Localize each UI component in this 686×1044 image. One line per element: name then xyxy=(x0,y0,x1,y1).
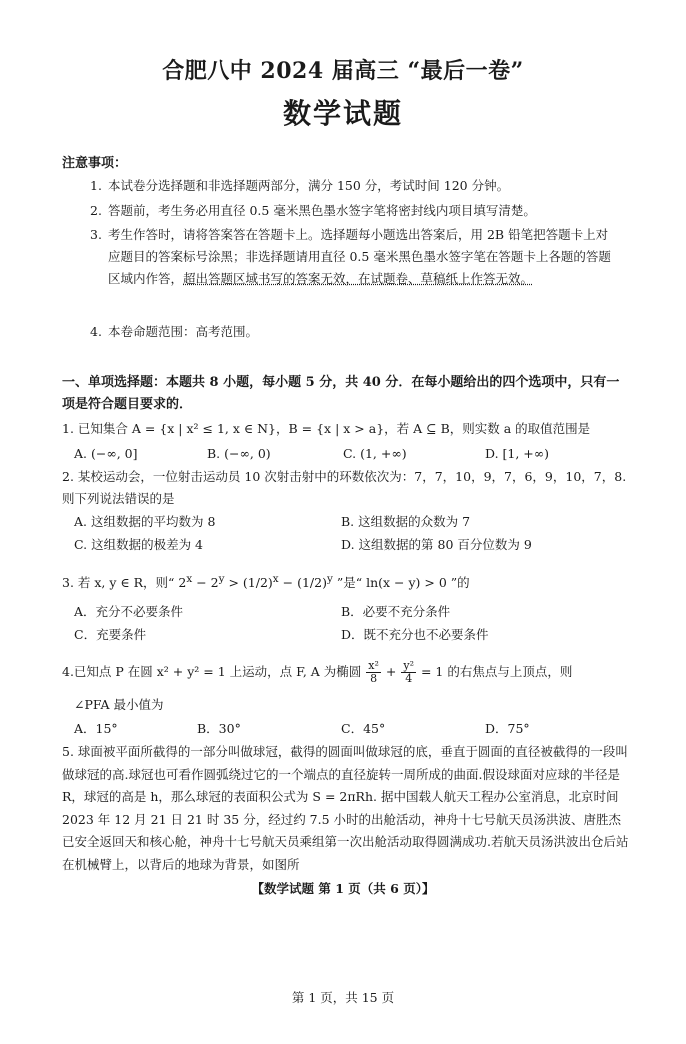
q3-stem-part: ”是“ ln(x − y) > 0 ”的 xyxy=(332,575,470,591)
note-number: 2. xyxy=(90,203,102,218)
page-footer: 【数学试题 第 1 页（共 6 页）】 xyxy=(251,881,435,896)
q2-option-d: D. 这组数据的第 80 百分位数为 9 xyxy=(341,537,532,552)
q3-option-b: B．必要不充分条件 xyxy=(341,604,451,619)
q4-option-b: B．30° xyxy=(197,721,241,736)
question-2-stem: 2. 某校运动会，一位射击运动员 10 次射击射中的环数依次为：7，7，10，9，7，6，9，10，7，8.则下列说法错误的是 xyxy=(62,469,627,506)
q4-fraction xyxy=(366,660,381,685)
q1-option-b: B. (−∞, 0) xyxy=(207,446,271,461)
note-text: 答题前，考生务必用直径 0.5 毫米黑色墨水签字笔将密封线内项目填写清楚。 xyxy=(108,203,536,218)
note-text: 本卷命题范围：高考范围。 xyxy=(108,324,259,339)
q3-option-d: D．既不充分也不必要条件 xyxy=(341,627,489,642)
note-number: 4. xyxy=(90,324,102,339)
note-text xyxy=(90,224,620,290)
notes-heading: 注意事项： xyxy=(62,156,128,171)
q3-stem-part: − (1/2) xyxy=(278,575,327,591)
question-3-stem xyxy=(62,568,632,594)
q4-fraction xyxy=(401,660,416,685)
page-counter: 第 1 页，共 15 页 xyxy=(291,990,395,1005)
q3-exponent: y xyxy=(218,573,225,585)
q1-option-c: C. (1, +∞) xyxy=(343,446,407,461)
q4-stem-continuation: ∠PFA 最小值为 xyxy=(74,697,164,712)
q3-option-c: C．充要条件 xyxy=(74,627,147,642)
q3-option-a: A．充分不必要条件 xyxy=(74,604,184,619)
section-title: 一、单项选择题：本题共 8 小题，每小题 5 分，共 40 分．在每小题给出的四个选项中，只有一项是符合题目要求的． xyxy=(62,375,620,412)
question-1-stem: 1. 已知集合 A = {x | x² ≤ 1, x ∈ N}，B = {x | x > a}，若 A ⊆ B，则实数 a 的取值范围是 xyxy=(62,421,591,436)
note-number: 1. xyxy=(90,178,102,193)
note-text-part: 考生作答时，请将答案答在答题卡上。选择题每小题选出答案后，用 2B 铅笔把答题卡上对应题目的答案标号涂黑；非选择题请用直径 0.5 毫米黑色墨水签字笔在答题卡上各题的答题区域内作答， xyxy=(108,227,611,286)
note-item xyxy=(90,175,620,197)
q4-stem-part: = 1 的右焦点与上顶点，则 xyxy=(420,664,573,679)
note-item xyxy=(90,200,620,222)
q4-option-a: A．15° xyxy=(74,721,118,736)
q1-option-d: D. [1, +∞) xyxy=(485,446,550,461)
note-number: 3. xyxy=(90,227,102,242)
q2-option-a: A. 这组数据的平均数为 8 xyxy=(74,514,216,529)
exam-subtitle: 数学试题 xyxy=(282,97,403,130)
exam-title: 合肥八中 2024 届高三 “最后一卷” xyxy=(162,58,524,84)
note-text-emphasis: 超出答题区域书写的答案无效，在试题卷、草稿纸上作答无效。 xyxy=(183,271,534,286)
note-text: 本试卷分选择题和非选择题两部分，满分 150 分，考试时间 120 分钟。 xyxy=(108,178,510,193)
q3-stem-part: > (1/2) xyxy=(224,575,273,591)
q3-exponent: y xyxy=(326,573,333,585)
q4-stem-part: 4.已知点 P 在圆 x² + y² = 1 上运动，点 F, A 为椭圆 xyxy=(62,664,362,679)
q2-option-b: B. 这组数据的众数为 7 xyxy=(341,514,471,529)
q2-option-c: C. 这组数据的极差为 4 xyxy=(74,537,203,552)
note-item xyxy=(90,224,620,290)
fraction-numerator: x² xyxy=(368,659,379,672)
q3-stem-part: − 2 xyxy=(192,575,219,591)
note-item xyxy=(90,321,620,343)
q4-option-c: C．45° xyxy=(341,721,386,736)
q4-plus: + xyxy=(385,664,397,679)
q3-exponent: x xyxy=(272,573,279,585)
question-5-text: 5. 球面被平面所截得的一部分叫做球冠，截得的圆面叫做球冠的底，垂直于圆面的直径被截得的一段叫做球冠的高.球冠也可看作圆弧绕过它的一个端点的直径旋转一周所成的曲面.假设球面对应球的半径是 R，球冠的高是 h，那么球冠的表面积公式为 S = 2πRh. 据中国载人航天工程办公室消息，北京时间 2023 年 12 月 21 日 21 时 35 分，经过约 7.5 小时的出舱活动，神舟十七号航天员汤洪波、唐胜杰已安全返回天和核心舱，神舟十七号航天员乘组第一次出舱活动取得圆满成功.若航天员汤洪波出仓后站在机械臂上，以背后的地球为背景，如图所 xyxy=(62,744,629,872)
question-4-stem xyxy=(62,660,632,685)
q1-option-a: A. (−∞, 0] xyxy=(74,446,138,461)
fraction-denominator: 8 xyxy=(370,672,378,685)
q4-option-d: D．75° xyxy=(485,721,530,736)
fraction-numerator: y² xyxy=(403,659,414,672)
fraction-denominator: 4 xyxy=(405,672,413,685)
q3-exponent: x xyxy=(186,573,193,585)
q3-stem-part: 3. 若 x, y ∈ R，则“ 2 xyxy=(62,575,187,591)
